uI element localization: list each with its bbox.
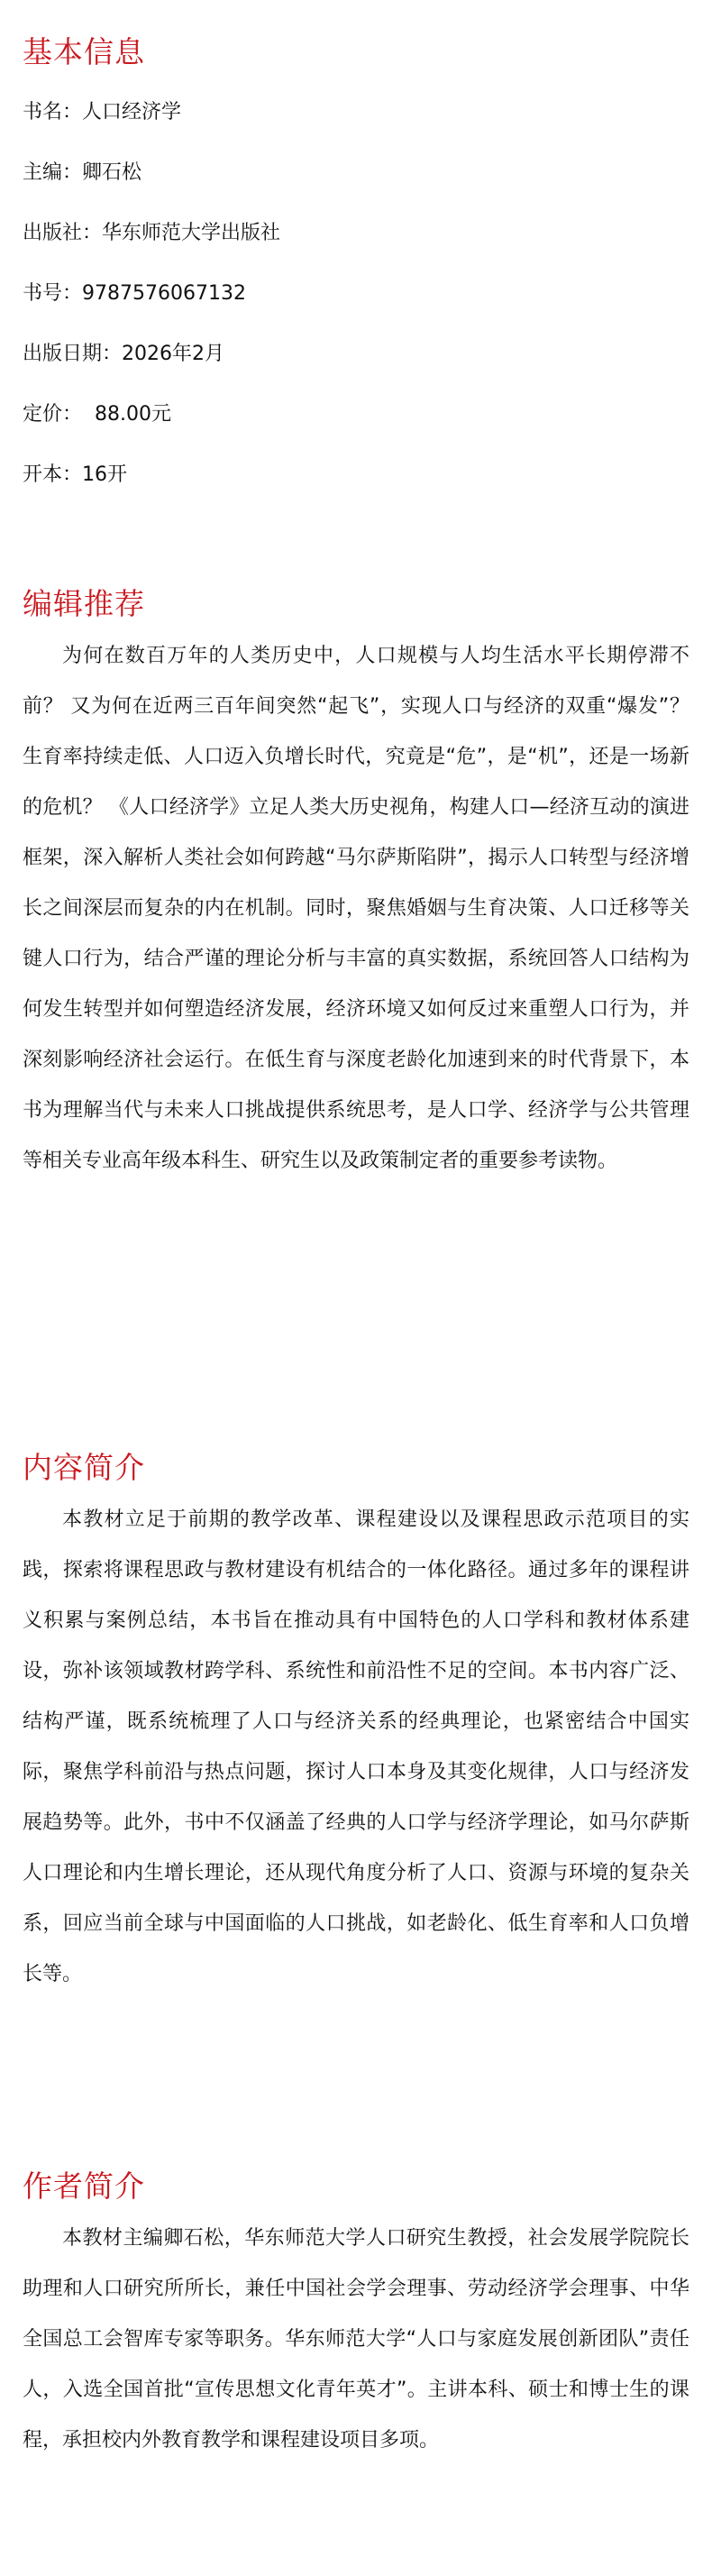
format-row: 开本：16开 — [23, 463, 127, 486]
editor-row: 主编：卿石松 — [23, 161, 142, 184]
publisher-row: 出版社：华东师范大学出版社 — [23, 222, 281, 244]
basic-info-list — [23, 99, 689, 489]
price-row: 定价： 88.00元 — [23, 403, 171, 426]
editor-recommendation-section — [23, 586, 689, 1187]
editor-recommendation-heading: 编辑推荐 — [23, 586, 145, 621]
editor-recommendation-text: 为何在数百万年的人类历史中，人口规模与人均生活水平长期停滞不前？ 又为何在近两三百年间突然“起飞”，实现人口与经济的双重“爆发”？ 生育率持续走低、人口迈入负增长时代，究竟是“危”，是“机”，还是一场新的危机？ 《人口经济学》立足人类大历史视角，构建人口—经济互动的演进框架，深入解析人类社会如何跨越“马尔萨斯陷阱”，揭示人口转型与经济增长之间深层而复杂的内在机制。同时，聚焦婚姻与生育决策、人口迁移等关键人口行为，结合严谨的理论分析与丰富的真实数据，系统回答人口结构为何发生转型并如何塑造经济发展，经济环境又如何反过来重塑人口行为，并深刻影响经济社会运行。在低生育与深度老龄化加速到来的时代背景下，本书为理解当代与未来人口挑战提供系统思考，是人口学、经济学与公共管理等相关专业高年级本科生、研究生以及政策制定者的重要参考读物。 — [23, 645, 689, 1172]
author-intro-section — [23, 2168, 689, 2466]
content-intro-section — [23, 1450, 689, 2000]
book-title-row: 书名：人口经济学 — [23, 101, 182, 124]
author-intro-heading: 作者简介 — [23, 2168, 145, 2204]
basic-info-heading: 基本信息 — [23, 34, 145, 69]
author-intro-text: 本教材主编卿石松，华东师范大学人口研究生教授，社会发展学院院长助理和人口研究所所长，兼任中国社会学会理事、劳动经济学会理事、中华全国总工会智库专家等职务。华东师范大学“人口与家庭发展创新团队”责任人，入选全国首批“宣传思想文化青年英才”。主讲本科、硕士和博士生的课程，承担校内外教育教学和课程建设项目多项。 — [23, 2227, 689, 2452]
isbn-row: 书号：9787576067132 — [23, 282, 246, 305]
publish-date-row: 出版日期：2026年2月 — [23, 343, 224, 365]
basic-info-section — [23, 34, 689, 522]
content-intro-heading: 内容简介 — [23, 1450, 145, 1485]
content-intro-text: 本教材立足于前期的教学改革、课程建设以及课程思政示范项目的实践，探索将课程思政与教材建设有机结合的一体化路径。通过多年的课程讲义积累与案例总结，本书旨在推动具有中国特色的人口学科和教材体系建设，弥补该领域教材跨学科、系统性和前沿性不足的空间。本书内容广泛、结构严谨，既系统梳理了人口与经济关系的经典理论，也紧密结合中国实际，聚焦学科前沿与热点问题，探讨人口本身及其变化规律，人口与经济发展趋势等。此外，书中不仅涵盖了经典的人口学与经济学理论，如马尔萨斯人口理论和内生增长理论，还从现代角度分析了人口、资源与环境的复杂关系，回应当前全球与中国面临的人口挑战，如老龄化、低生育率和人口负增长等。 — [23, 1508, 689, 1985]
